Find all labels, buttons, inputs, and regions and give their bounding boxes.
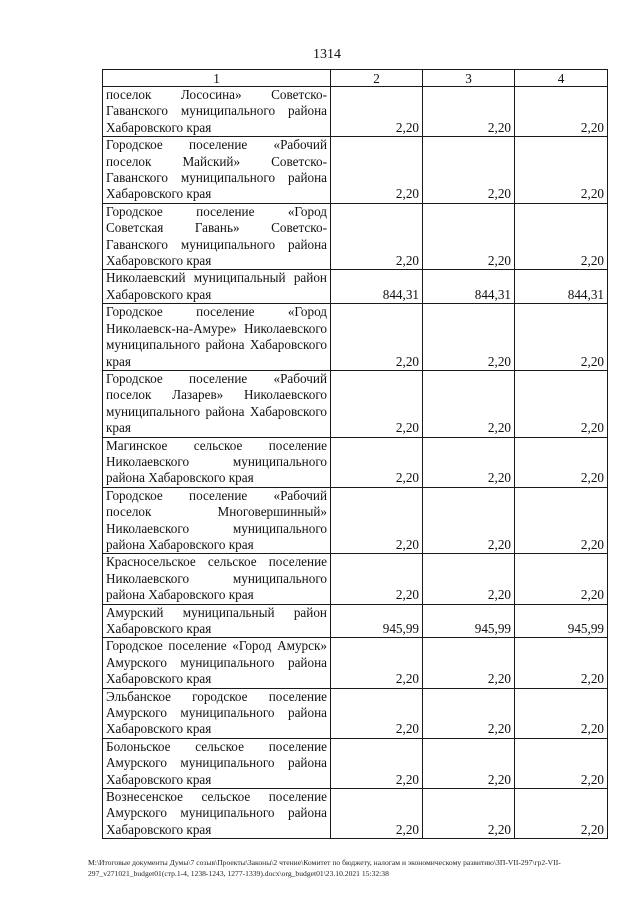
amount-cell: 2,20 [515, 789, 608, 839]
amount-cell: 2,20 [331, 203, 423, 270]
amount-cell: 2,20 [515, 304, 608, 371]
amount-cell: 2,20 [515, 203, 608, 270]
column-header: 1 [103, 70, 331, 87]
amount-cell: 2,20 [423, 487, 515, 554]
municipality-name-cell: Болоньское сельское поселение Амурского муниципального района Хабаровского края [103, 738, 331, 788]
amount-cell: 844,31 [331, 270, 423, 304]
table-row [103, 638, 608, 688]
column-header: 3 [423, 70, 515, 87]
amount-cell: 2,20 [423, 789, 515, 839]
amount-cell: 2,20 [515, 638, 608, 688]
municipality-name-cell: Вознесенское сельское поселение Амурского муниципального района Хабаровского края [103, 789, 331, 839]
amount-cell: 2,20 [515, 487, 608, 554]
column-header: 4 [515, 70, 608, 87]
municipality-name-cell: Городское поселение «Рабочий поселок Многовершинный» Николаевского муниципального района Хабаровского края [103, 487, 331, 554]
table-body [103, 87, 608, 839]
amount-cell: 945,99 [515, 604, 608, 638]
municipality-name-cell: Николаевский муниципальный район Хабаровского края [103, 270, 331, 304]
document-footer [88, 857, 640, 879]
table-row [103, 738, 608, 788]
municipality-name-cell: Городское поселение «Рабочий поселок Лазарев» Николаевского муниципального района Хабаровского края [103, 370, 331, 437]
municipality-name-cell: Городское поселение «Город Амурск» Амурского муниципального района Хабаровского края [103, 638, 331, 688]
amount-cell: 2,20 [331, 688, 423, 738]
amount-cell: 2,20 [515, 738, 608, 788]
footer-path-line: 297_v271021_budget01(стр.1-4, 1238-1243, 1277-1339).docx\org_budget01\23.10.2021 15:32:38 [88, 869, 389, 878]
amount-cell: 2,20 [423, 554, 515, 604]
amount-cell: 2,20 [331, 487, 423, 554]
page-number: 1314 [313, 47, 341, 62]
budget-table [102, 69, 608, 839]
table-row [103, 203, 608, 270]
amount-cell: 2,20 [331, 738, 423, 788]
municipality-name-cell: Магинское сельское поселение Николаевского муниципального района Хабаровского края [103, 437, 331, 487]
municipality-name-cell: поселок Лососина» Советско-Гаванского муниципального района Хабаровского края [103, 87, 331, 137]
amount-cell: 2,20 [423, 87, 515, 137]
amount-cell: 2,20 [423, 437, 515, 487]
table-row [103, 554, 608, 604]
table-row [103, 789, 608, 839]
amount-cell: 2,20 [423, 203, 515, 270]
municipality-name-cell: Эльбанское городское поселение Амурского муниципального района Хабаровского края [103, 688, 331, 738]
municipality-name-cell: Городское поселение «Рабочий поселок Майский» Советско-Гаванского муниципального района Хабаровского края [103, 137, 331, 204]
table-header-row [103, 70, 608, 87]
table-row [103, 487, 608, 554]
amount-cell: 2,20 [515, 137, 608, 204]
amount-cell: 2,20 [423, 638, 515, 688]
amount-cell: 2,20 [423, 137, 515, 204]
amount-cell: 2,20 [331, 437, 423, 487]
amount-cell: 844,31 [515, 270, 608, 304]
footer-path-line: М:\Итоговые документы Думы\7 созыв\Проекты\Законы\2 чтение\Комитет по бюджету, налогам и экономическому развитию\ЗП-VII-297\гр2-VII- [88, 858, 561, 867]
amount-cell: 2,20 [331, 370, 423, 437]
amount-cell: 2,20 [331, 304, 423, 371]
amount-cell: 2,20 [331, 789, 423, 839]
amount-cell: 2,20 [423, 738, 515, 788]
amount-cell: 2,20 [515, 87, 608, 137]
amount-cell: 844,31 [423, 270, 515, 304]
amount-cell: 2,20 [331, 137, 423, 204]
amount-cell: 2,20 [331, 554, 423, 604]
amount-cell: 2,20 [515, 437, 608, 487]
amount-cell: 945,99 [331, 604, 423, 638]
amount-cell: 2,20 [423, 688, 515, 738]
amount-cell: 2,20 [515, 688, 608, 738]
amount-cell: 2,20 [423, 304, 515, 371]
amount-cell: 2,20 [331, 87, 423, 137]
municipality-name-cell: Амурский муниципальный район Хабаровского края [103, 604, 331, 638]
table-row [103, 270, 608, 304]
table-row [103, 688, 608, 738]
table-row [103, 137, 608, 204]
municipality-name-cell: Городское поселение «Город Николаевск-на-Амуре» Николаевского муниципального района Хабаровского края [103, 304, 331, 371]
municipality-name-cell: Городское поселение «Город Советская Гавань» Советско-Гаванского муниципального района Хабаровского края [103, 203, 331, 270]
municipality-name-cell: Красносельское сельское поселение Николаевского муниципального района Хабаровского края [103, 554, 331, 604]
table-row [103, 370, 608, 437]
amount-cell: 2,20 [515, 370, 608, 437]
table-row [103, 604, 608, 638]
table-row [103, 87, 608, 137]
amount-cell: 2,20 [331, 638, 423, 688]
column-header: 2 [331, 70, 423, 87]
amount-cell: 2,20 [515, 554, 608, 604]
table-row [103, 304, 608, 371]
amount-cell: 2,20 [423, 370, 515, 437]
amount-cell: 945,99 [423, 604, 515, 638]
table-row [103, 437, 608, 487]
